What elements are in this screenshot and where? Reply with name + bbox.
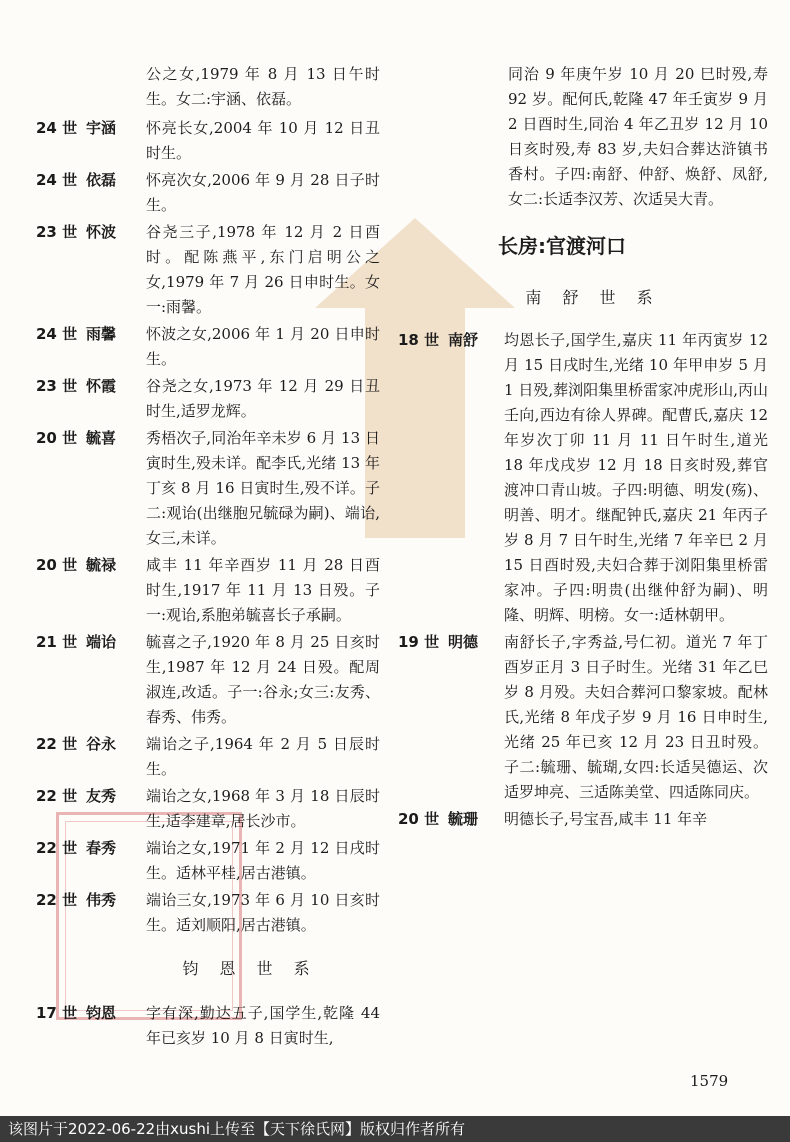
upload-footer-bar: 该图片于2022-06-22由xushi上传至【天下徐氏网】版权归作者所有: [0, 1116, 790, 1142]
genealogy-entry: [30, 630, 380, 730]
subsection-title: 南 舒 世 系: [525, 288, 661, 307]
person-name: 伟秀: [86, 891, 117, 909]
genealogy-entry: [30, 732, 380, 782]
person-name: 南舒: [448, 331, 479, 349]
person-name: 明德: [448, 633, 479, 651]
entry-text: 端诒之子,1964 年 2 月 5 日辰时生。: [146, 735, 380, 778]
genealogy-entry: [30, 784, 380, 834]
entry-text: 均恩长子,国学生,嘉庆 11 年丙寅岁 12 月 15 日戌时生,光绪 10 年甲申岁 5 月 1 日殁,葬浏阳集里桥雷家冲虎形山,丙山壬向,西边有徐人界碑。配曹氏,嘉庆 12 年岁次丁卯 11 月 11 日午时生,道光 18 年戊戌岁 12 月 18 日亥时殁,葬官渡冲口青山坡。子四:明德、明发(殇)、明善、明才。继配钟氏,嘉庆 21 年丙子岁 8 月 7 日午时生,光绪 7 年辛巳 2 月 15 日酉时殁,夫妇合葬于浏阳集里桥雷家冲。子四:明贵(出继仲舒为嗣)、明隆、明辉、明榜。女一:适林朝甲。: [504, 331, 768, 624]
genealogy-entry: [30, 116, 380, 166]
person-name: 依磊: [86, 171, 117, 189]
right-column: [398, 62, 768, 834]
generation-label: 20 世: [36, 556, 78, 574]
person-name: 怀霞: [86, 377, 117, 395]
entry-list-a: [30, 116, 380, 938]
entry-text: 南舒长子,字秀益,号仁初。道光 7 年丁酉岁正月 3 日子时生。光绪 31 年乙巳岁 8 月殁。夫妇合葬河口黎家坡。配林氏,光绪 8 年戊子岁 9 月 16 日申时生,光绪 25 年已亥 12 月 23 日丑时殁。子二:毓珊、毓瑚,女四:长适吴德运、次适罗坤亮、三适陈美堂、四适陈同庆。: [504, 633, 768, 801]
person-name: 雨馨: [86, 325, 117, 343]
entry-text: 端诒之女,1968 年 3 月 18 日辰时生,适李建章,居长沙市。: [146, 787, 380, 830]
person-name: 友秀: [86, 787, 117, 805]
genealogy-entry: [30, 426, 380, 551]
section-title: 长房:官渡河口: [498, 234, 626, 258]
entry-text: 毓喜之子,1920 年 8 月 25 日亥时生,1987 年 12 月 24 日殁。配周淑连,改适。子一:谷永;女三:友秀、春秀、伟秀。: [146, 633, 380, 726]
generation-label: 17 世: [36, 1004, 78, 1022]
left-column: [30, 62, 380, 1053]
genealogy-entry: [398, 328, 768, 628]
genealogy-entry: [398, 630, 768, 805]
entry-text: 怀亮长女,2004 年 10 月 12 日丑时生。: [146, 119, 380, 162]
generation-label: 19 世: [398, 633, 440, 651]
entry-list: [398, 328, 768, 832]
continuation-text: 同治 9 年庚午岁 10 月 20 巳时殁,寿 92 岁。配何氏,乾隆 47 年壬寅岁 9 月 2 日酉时生,同治 4 年乙丑岁 12 月 10 日亥时殁,寿 83 岁,夫妇合葬达浒镇书香村。子四:南舒、仲舒、焕舒、凤舒,女二:长适李汉芳、次适吴大青。: [508, 65, 768, 208]
entry-list-b: [30, 1001, 380, 1051]
genealogy-entry: [30, 836, 380, 886]
person-name: 毓珊: [448, 810, 479, 828]
entry-text: 谷尧三子,1978 年 12 月 2 日酉时。配陈燕平,东门启明公之女,1979 年 7 月 26 日申时生。女一:雨馨。: [146, 223, 380, 316]
generation-label: 24 世: [36, 119, 78, 137]
person-name: 春秀: [86, 839, 117, 857]
genealogy-entry: [30, 168, 380, 218]
generation-label: 18 世: [398, 331, 440, 349]
genealogy-entry: [30, 888, 380, 938]
person-name: 怀波: [86, 223, 117, 241]
subsection-title: 钧 恩 世 系: [182, 959, 318, 978]
entry-text: 字有深,勤达五子,国学生,乾隆 44 年已亥岁 10 月 8 日寅时生,: [146, 1004, 380, 1047]
entry-text: 明德长子,号宝吾,咸丰 11 年辛: [504, 810, 708, 828]
person-name: 谷永: [86, 735, 117, 753]
generation-label: 24 世: [36, 171, 78, 189]
genealogy-entry: [30, 220, 380, 320]
entry-text: 怀波之女,2006 年 1 月 20 日申时生。: [146, 325, 380, 368]
person-name: 端诒: [86, 633, 117, 651]
generation-label: 20 世: [36, 429, 78, 447]
person-name: 钧恩: [86, 1004, 117, 1022]
generation-label: 20 世: [398, 810, 440, 828]
generation-label: 22 世: [36, 787, 78, 805]
entry-text: 怀亮次女,2006 年 9 月 28 日子时生。: [146, 171, 380, 214]
generation-label: 22 世: [36, 839, 78, 857]
entry-text: 秀梧次子,同治年辛未岁 6 月 13 日寅时生,殁未详。配李氏,光绪 13 年丁亥 8 月 16 日寅时生,殁不详。子二:观诒(出继胞兄毓碌为嗣)、端诒,女三,未详。: [146, 429, 380, 547]
person-name: 宇涵: [86, 119, 117, 137]
entry-text: 端诒三女,1973 年 6 月 10 日亥时生。适刘顺阳,居古港镇。: [146, 891, 380, 934]
generation-label: 22 世: [36, 891, 78, 909]
generation-label: 24 世: [36, 325, 78, 343]
person-name: 毓喜: [86, 429, 117, 447]
genealogy-entry: [30, 1001, 380, 1051]
genealogy-entry: [30, 322, 380, 372]
genealogy-entry: [398, 807, 768, 832]
genealogy-entry: [30, 553, 380, 628]
entry-text: 咸丰 11 年辛酉岁 11 月 28 日酉时生,1917 年 11 月 13 日殁。子一:观诒,系胞弟毓喜长子承嗣。: [146, 556, 380, 624]
continuation-text: 公之女,1979 年 8 月 13 日午时生。女二:宇涵、依磊。: [146, 65, 380, 108]
generation-label: 21 世: [36, 633, 78, 651]
genealogy-entry: [30, 374, 380, 424]
generation-label: 23 世: [36, 377, 78, 395]
entry-text: 端诒之女,1971 年 2 月 12 日戌时生。适林平桂,居古港镇。: [146, 839, 380, 882]
generation-label: 22 世: [36, 735, 78, 753]
entry-text: 谷尧之女,1973 年 12 月 29 日丑时生,适罗龙辉。: [146, 377, 380, 420]
page-number: 1579: [690, 1072, 729, 1090]
person-name: 毓禄: [86, 556, 117, 574]
generation-label: 23 世: [36, 223, 78, 241]
